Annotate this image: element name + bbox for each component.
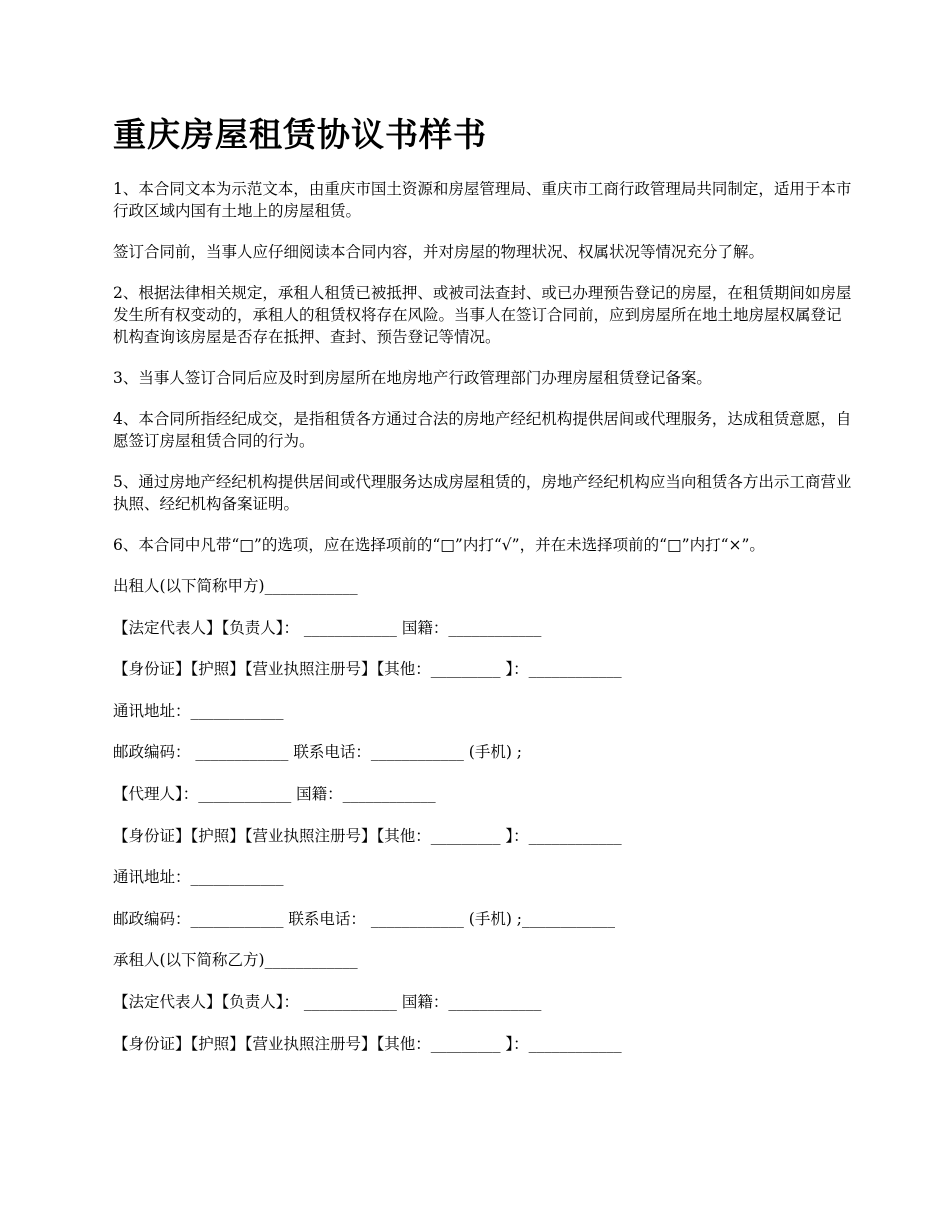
lessor-representative-field: 【法定代表人】【负责人】： ____________ 国籍：____________ (113, 618, 542, 637)
lessor-postcode-phone-field: 邮政编码： ____________ 联系电话：____________ (手机) ; (113, 743, 523, 762)
document-title: 重庆房屋租赁协议书样书 (113, 115, 487, 154)
paragraph-7: 6、本合同中凡带“□”的选项，应在选择项前的“□”内打“√”，并在未选择项前的“□”内打“×”。 (113, 536, 765, 554)
lessor-id-field: 【身份证】【护照】【营业执照注册号】【其他：_________ 】：____________ (113, 660, 622, 679)
lessee-representative-field: 【法定代表人】【负责人】： ____________ 国籍：____________ (113, 992, 542, 1011)
lessor-field: 出租人(以下简称甲方)____________ (113, 577, 358, 595)
lessor-agent-postcode-phone-field: 邮政编码：____________ 联系电话： ____________ (手机) ;____________ (113, 909, 616, 928)
paragraph-3: 2、根据法律相关规定，承租人租赁已被抵押、或被司法查封、或已办理预告登记的房屋，在租赁期间如房屋发生所有权变动的，承租人的租赁权将存在风险。当事人在签订合同前，应到房屋所在地土地房屋权属登记机构查询该房屋是否存在抵押、查封、预告登记等情况。 (113, 284, 852, 346)
paragraph-5: 4、本合同所指经纪成交，是指租赁各方通过合法的房地产经纪机构提供居间或代理服务，达成租赁意愿，自愿签订房屋租赁合同的行为。 (113, 410, 852, 450)
paragraph-4: 3、当事人签订合同后应及时到房屋所在地房地产行政管理部门办理房屋租赁登记备案。 (113, 369, 712, 387)
lessee-field: 承租人(以下简称乙方)____________ (113, 951, 358, 970)
paragraph-6: 5、通过房地产经纪机构提供居间或代理服务达成房屋租赁的，房地产经纪机构应当向租赁各方出示工商营业执照、经纪机构备案证明。 (113, 473, 852, 513)
lessor-agent-address-field: 通讯地址：____________ (113, 868, 284, 887)
paragraph-1: 1、本合同文本为示范文本，由重庆市国土资源和房屋管理局、重庆市工商行政管理局共同制定，适用于本市行政区域内国有土地上的房屋租赁。 (113, 180, 852, 220)
document-page (113, 112, 853, 1074)
lessor-address-field: 通讯地址：____________ (113, 701, 284, 720)
lessor-agent-id-field: 【身份证】【护照】【营业执照注册号】【其他：_________ 】：____________ (113, 826, 622, 845)
lessee-id-field: 【身份证】【护照】【营业执照注册号】【其他：_________ 】：____________ (113, 1034, 622, 1053)
lessor-agent-field: 【代理人】：____________ 国籍：____________ (113, 784, 436, 803)
paragraph-2: 签订合同前，当事人应仔细阅读本合同内容，并对房屋的物理状况、权属状况等情况充分了解。 (113, 243, 765, 261)
